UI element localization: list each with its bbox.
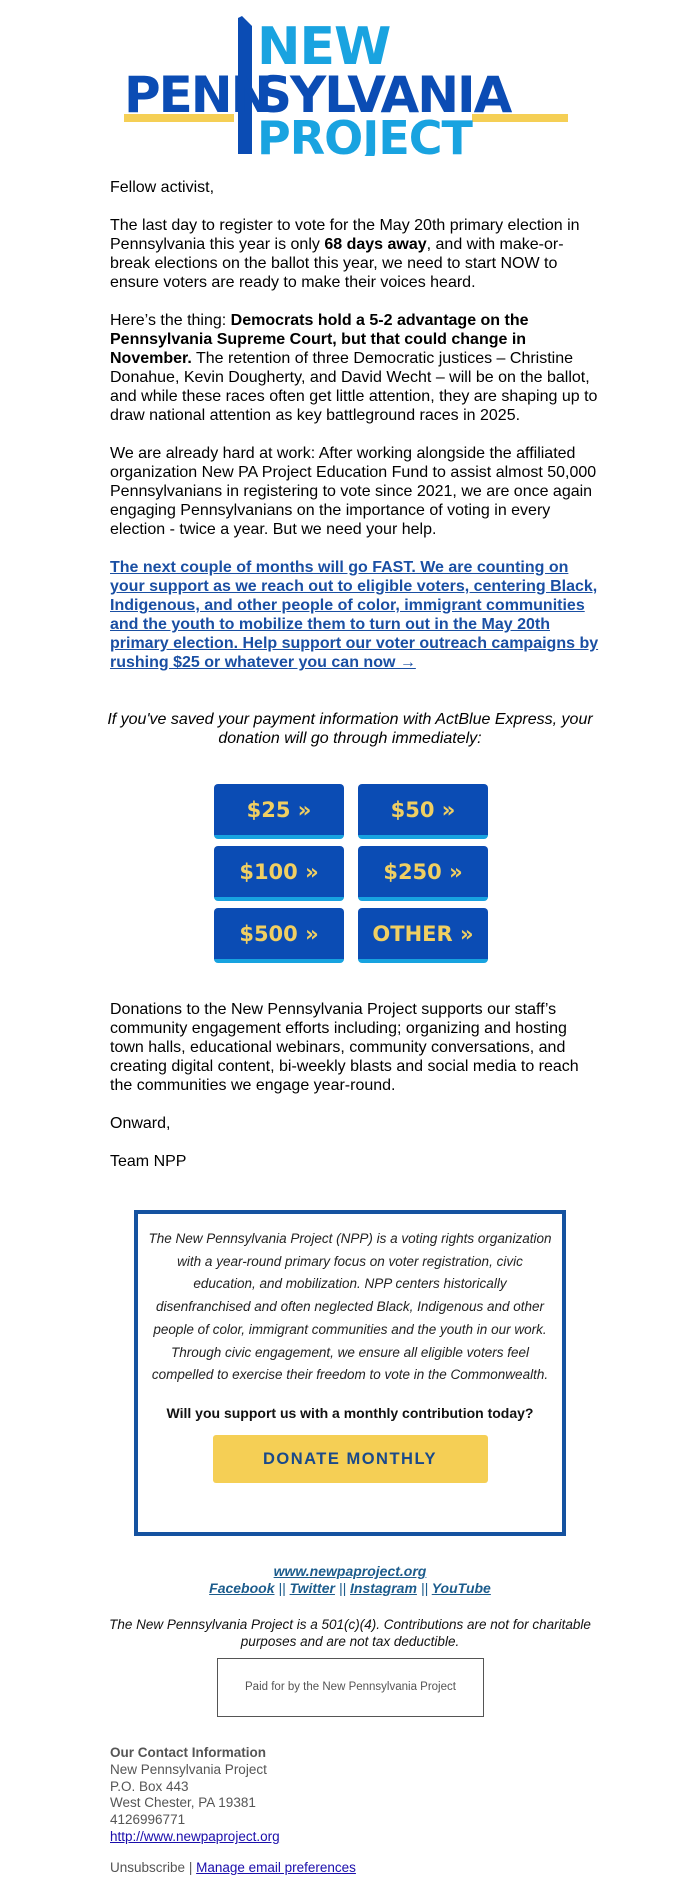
text: , and with make-or-break elections on the ballot this year, we need to start NOW to ensure voters are ready to make their voices heard. bbox=[110, 236, 564, 291]
youtube-link[interactable]: YouTube bbox=[431, 1580, 491, 1596]
donate-50-button[interactable]: $50 » bbox=[358, 784, 488, 839]
contact-address-line1: P.O. Box 443 bbox=[110, 1778, 189, 1794]
supreme-court-emphasis: Democrats hold a 5-2 advantage on the Pennsylvania Supreme Court, but that could change in November. bbox=[110, 312, 529, 367]
contact-website-link[interactable]: http://www.newpaproject.org bbox=[110, 1828, 280, 1844]
text: The retention of three Democratic justices – Christine Donahue, Kevin Dougherty, and David Wecht – will be on the ballot, and while these races often get little attention, they are shaping up to draw national attention as key battleground races in 2025. bbox=[110, 350, 598, 424]
email-body-closing bbox=[110, 1000, 600, 1171]
footer-links bbox=[100, 1563, 600, 1597]
paragraph-donations-support: Donations to the New Pennsylvania Project supports our staff’s community engagement efforts including; organizing and hosting town halls, educational webinars, community conversations, and creating digital content, bi-weekly blasts and social media to reach the communities we engage year-round. bbox=[110, 1001, 579, 1094]
contact-phone: 4126996771 bbox=[110, 1812, 186, 1828]
about-npp-text: The New Pennsylvania Project (NPP) is a voting rights organization with a year-round primary focus on voter registration, civic education, and mobilization. NPP centers historically disenfranchised and often neglected Black, Indigenous and other people of color, immigrant communities and the youth in our work. Through civic engagement, we ensure all eligible voters feel compelled to exercise their freedom to vote in the Commonwealth. bbox=[148, 1231, 552, 1383]
donate-500-button[interactable]: $500 » bbox=[214, 908, 344, 963]
separator: || bbox=[420, 1580, 429, 1596]
days-away-emphasis: 68 days away bbox=[324, 236, 427, 253]
text: Here’s the thing: bbox=[110, 312, 231, 329]
separator: | bbox=[188, 1860, 193, 1875]
signoff: Onward, bbox=[110, 1115, 171, 1132]
twitter-link[interactable]: Twitter bbox=[289, 1580, 335, 1596]
separator: || bbox=[278, 1580, 286, 1596]
instagram-link[interactable]: Instagram bbox=[350, 1580, 417, 1596]
contact-heading: Our Contact Information bbox=[110, 1745, 266, 1760]
signature: Team NPP bbox=[110, 1153, 187, 1170]
actblue-express-note: If you've saved your payment information with ActBlue Express, your donation will go through immediately: bbox=[107, 711, 593, 747]
npp-logo bbox=[120, 14, 582, 156]
unsubscribe-link[interactable]: Unsubscribe bbox=[110, 1860, 186, 1875]
donate-25-button[interactable]: $25 » bbox=[214, 784, 344, 839]
svg-text:PENN: PENN bbox=[124, 66, 271, 124]
separator: || bbox=[338, 1580, 347, 1596]
manage-email-preferences-link[interactable]: Manage email preferences bbox=[196, 1860, 356, 1875]
cta-donate-link[interactable]: The next couple of months will go FAST. We are counting on your support as we reach out to eligible voters, centering Black, Indigenous, and other people of color, immigrant communities and the youth to mobilize them to turn out in the May 20th primary election. Help support our voter outreach campaigns by rushing $25 or whatever you can now → bbox=[110, 559, 599, 671]
svg-text:NEW: NEW bbox=[257, 17, 391, 77]
greeting: Fellow activist, bbox=[110, 179, 215, 196]
text: The last day to register to vote for the May 20th primary election in Pennsylvania this year is only bbox=[110, 217, 580, 253]
contact-information bbox=[110, 1745, 280, 1846]
paragraph-supreme-court bbox=[110, 311, 600, 425]
svg-text:PROJECT: PROJECT bbox=[257, 111, 472, 156]
paid-for-by-box: Paid for by the New Pennsylvania Project bbox=[217, 1658, 484, 1717]
paragraph-registration-deadline bbox=[110, 216, 600, 292]
unsubscribe-row bbox=[110, 1860, 356, 1875]
contact-org: New Pennsylvania Project bbox=[110, 1761, 267, 1777]
donate-other-button[interactable]: OTHER » bbox=[358, 908, 488, 963]
paragraph-hard-at-work: We are already hard at work: After working alongside the affiliated organization New PA Project Education Fund to assist almost 50,000 Pennsylvanians in registering to vote since 2021, we are once again engaging Pennsylvanians on the importance of voting in every election - twice a year. But we need your help. bbox=[110, 445, 597, 538]
donation-button-grid bbox=[214, 784, 488, 963]
about-npp-box bbox=[134, 1210, 566, 1536]
contact-address-line2: West Chester, PA 19381 bbox=[110, 1795, 256, 1811]
monthly-contribution-question: Will you support us with a monthly contribution today? bbox=[166, 1404, 534, 1421]
facebook-link[interactable]: Facebook bbox=[209, 1580, 275, 1596]
donate-100-button[interactable]: $100 » bbox=[214, 846, 344, 901]
npp-logo-graphic bbox=[120, 14, 582, 156]
email-body bbox=[110, 178, 600, 672]
website-link[interactable]: www.newpaproject.org bbox=[273, 1563, 427, 1579]
svg-text:SYLVANIA: SYLVANIA bbox=[256, 66, 511, 124]
donate-monthly-button[interactable]: DONATE MONTHLY bbox=[213, 1435, 488, 1483]
donate-250-button[interactable]: $250 » bbox=[358, 846, 488, 901]
tax-disclaimer: The New Pennsylvania Project is a 501(c)(4). Contributions are not for charitable purposes and are not tax deductible. bbox=[109, 1617, 591, 1649]
